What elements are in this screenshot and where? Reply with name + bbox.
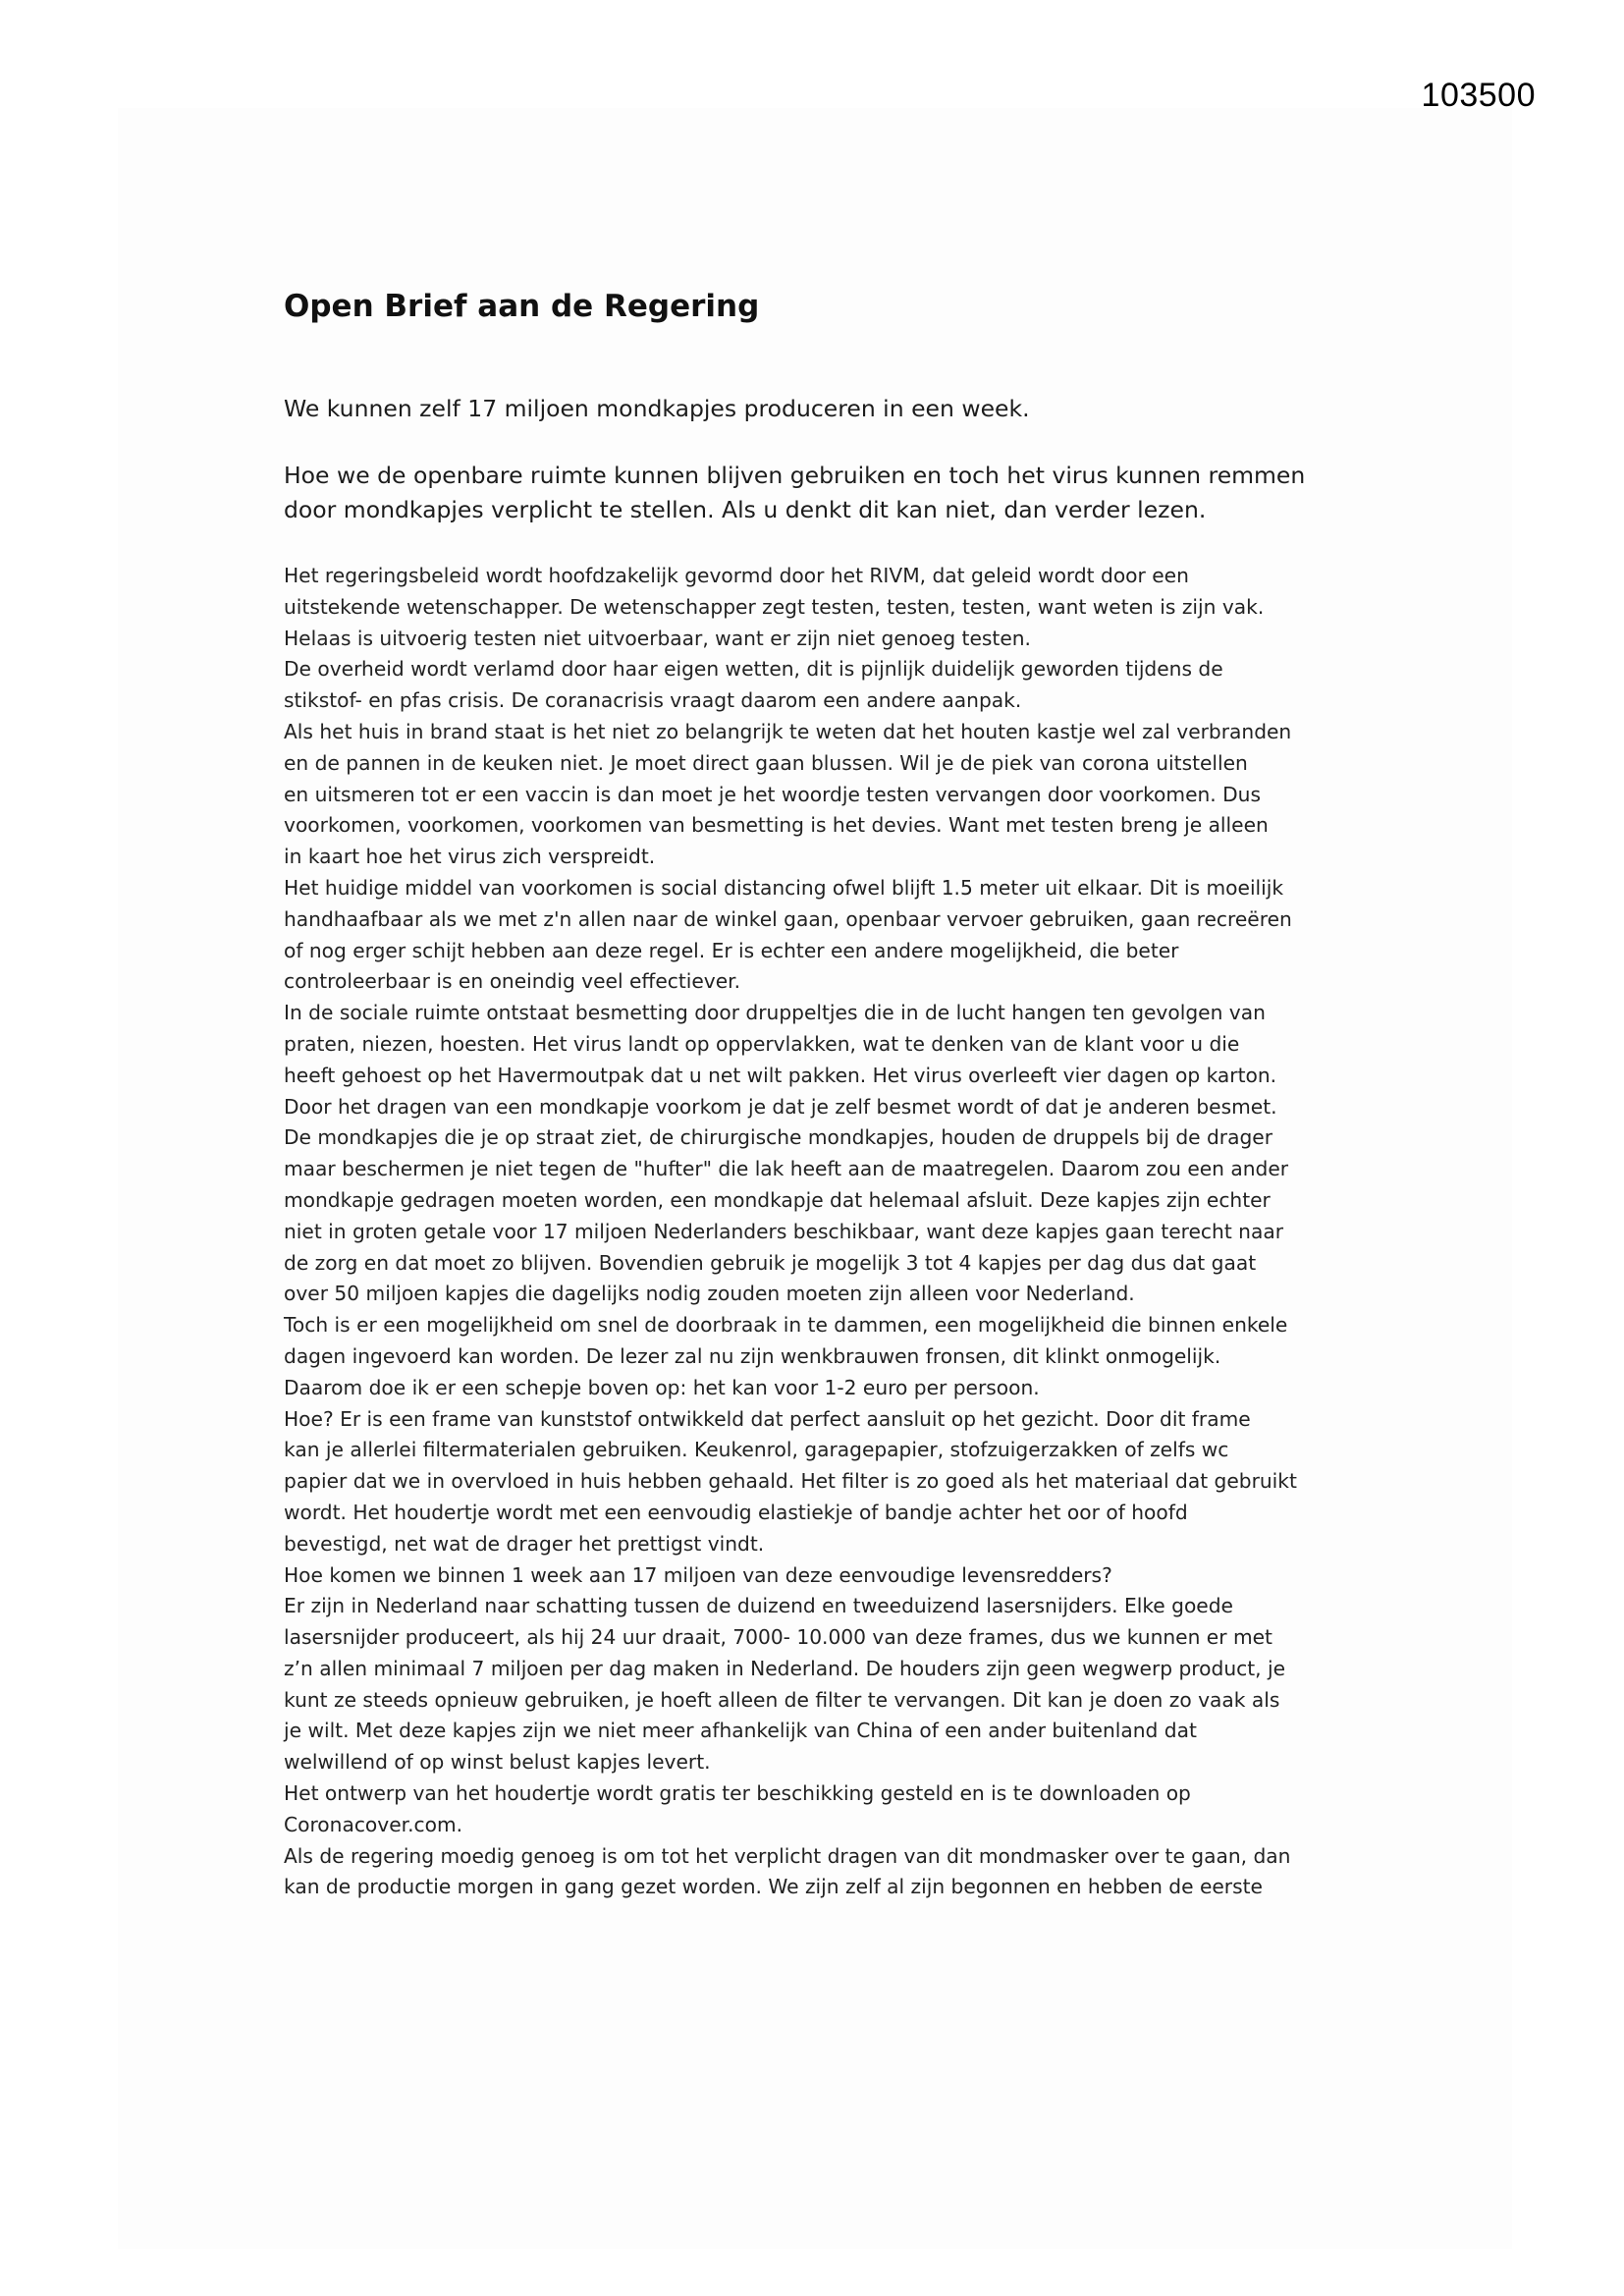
body-line: praten, niezen, hoesten. Het virus landt op oppervlakken, wat te denken van de klant voor u die: [284, 1031, 1240, 1056]
body-line: In de sociale ruimte ontstaat besmetting door druppeltjes die in de lucht hangen ten gevolgen van: [284, 1001, 1266, 1025]
body-line: De mondkapjes die je op straat ziet, de chirurgische mondkapjes, houden de druppels bij de drager: [284, 1125, 1273, 1150]
letter-content: [284, 281, 1374, 1903]
body-line: Helaas is uitvoerig testen niet uitvoerbaar, want er zijn niet genoeg testen.: [284, 626, 1031, 650]
lead-line: Hoe we de openbare ruimte kunnen blijven gebruiken en toch het virus kunnen remmen: [284, 462, 1306, 489]
body-line: controleerbaar is en oneindig veel effectiever.: [284, 969, 741, 994]
body-line: Het regeringsbeleid wordt hoofdzakelijk gevormd door het RIVM, dat geleid wordt door een: [284, 564, 1189, 587]
body-line: en uitsmeren tot er een vaccin is dan moet je het woordje testen vervangen door voorkomen. Dus: [284, 782, 1261, 806]
body-line: lasersnijder produceert, als hij 24 uur draait, 7000- 10.000 van deze frames, dus we kunnen er met: [284, 1625, 1272, 1650]
intro-line: We kunnen zelf 17 miljoen mondkapjes produceren in een week.: [284, 395, 1030, 422]
body-line: stikstof- en pfas crisis. De coranacrisis vraagt daarom een andere aanpak.: [284, 688, 1022, 713]
body-line: de zorg en dat moet zo blijven. Bovendien gebruik je mogelijk 3 tot 4 kapjes per dag dus dat gaat: [284, 1250, 1257, 1275]
body-line: bevestigd, net wat de drager het prettigst vindt.: [284, 1531, 765, 1556]
body-line: Als het huis in brand staat is het niet zo belangrijk te weten dat het houten kastje wel zal verbranden: [284, 719, 1292, 743]
body-line: uitstekende wetenschapper. De wetenschapper zegt testen, testen, testen, want weten is zijn vak.: [284, 594, 1265, 619]
body-line: Het huidige middel van voorkomen is social distancing ofwel blijft 1.5 meter uit elkaar. Dit is moeilijk: [284, 875, 1284, 900]
body-line: Coronacover.com.: [284, 1812, 463, 1836]
body-line: niet in groten getale voor 17 miljoen Nederlanders beschikbaar, want deze kapjes gaan terecht naar: [284, 1219, 1283, 1243]
document-id: 103500: [1421, 77, 1536, 114]
body-line: Hoe komen we binnen 1 week aan 17 miljoen van deze eenvoudige levensredders?: [284, 1562, 1112, 1587]
body-line: heeft gehoest op het Havermoutpak dat u net wilt pakken. Het virus overleeft vier dagen op karton.: [284, 1063, 1277, 1087]
body-line: voorkomen, voorkomen, voorkomen van besmetting is het devies. Want met testen breng je alleen: [284, 813, 1269, 838]
body-line: z’n allen minimaal 7 miljoen per dag maken in Nederland. De houders zijn geen wegwerp product, je: [284, 1656, 1285, 1680]
lead-line: door mondkapjes verplicht te stellen. Als u denkt dit kan niet, dan verder lezen.: [284, 496, 1207, 523]
letter-body: [284, 561, 1374, 1903]
body-line: in kaart hoe het virus zich verspreidt.: [284, 845, 656, 869]
body-line: kan je allerlei filtermaterialen gebruiken. Keukenrol, garagepapier, stofzuigerzakken of zelfs wc: [284, 1438, 1229, 1462]
body-line: of nog erger schijt hebben aan deze regel. Er is echter een andere mogelijkheid, die beter: [284, 938, 1179, 962]
body-line: welwillend of op winst belust kapjes levert.: [284, 1750, 711, 1775]
body-line: Daarom doe ik er een schepje boven op: het kan voor 1-2 euro per persoon.: [284, 1375, 1040, 1399]
body-line: maar beschermen je niet tegen de "hufter" die lak heeft aan de maatregelen. Daarom zou een ander: [284, 1157, 1289, 1181]
body-line: Het ontwerp van het houdertje wordt gratis ter beschikking gesteld en is te downloaden op: [284, 1781, 1191, 1806]
body-line: Als de regering moedig genoeg is om tot het verplicht dragen van dit mondmasker over te gaan, dan: [284, 1843, 1291, 1868]
body-line: Er zijn in Nederland naar schatting tussen de duizend en tweeduizend lasersnijders. Elke goede: [284, 1594, 1233, 1618]
body-line: Toch is er een mogelijkheid om snel de doorbraak in te dammen, een mogelijkheid die binnen enkele: [284, 1313, 1288, 1338]
body-line: dagen ingevoerd kan worden. De lezer zal nu zijn wenkbrauwen fronsen, dit klinkt onmogelijk.: [284, 1343, 1221, 1368]
body-line: Hoe? Er is een frame van kunststof ontwikkeld dat perfect aansluit op het gezicht. Door dit frame: [284, 1406, 1251, 1431]
intro-statement: [284, 391, 1374, 426]
body-line: over 50 miljoen kapjes die dagelijks nodig zouden moeten zijn alleen voor Nederland.: [284, 1282, 1135, 1306]
body-line: mondkapje gedragen moeten worden, een mondkapje dat helemaal afsluit. Deze kapjes zijn echter: [284, 1187, 1271, 1212]
body-line: kunt ze steeds opnieuw gebruiken, je hoeft alleen de filter te vervangen. Dit kan je doen zo vaak als: [284, 1687, 1280, 1712]
lead-paragraph: [284, 459, 1374, 527]
letter-title: Open Brief aan de Regering: [284, 289, 760, 324]
body-line: kan de productie morgen in gang gezet worden. We zijn zelf al zijn begonnen en hebben de eerste: [284, 1875, 1263, 1899]
body-line: en de pannen in de keuken niet. Je moet direct gaan blussen. Wil je de piek van corona uitstellen: [284, 750, 1248, 775]
body-line: je wilt. Met deze kapjes zijn we niet meer afhankelijk van China of een ander buitenland dat: [284, 1719, 1197, 1743]
body-line: De overheid wordt verlamd door haar eigen wetten, dit is pijnlijk duidelijk geworden tijdens de: [284, 657, 1223, 682]
body-line: wordt. Het houdertje wordt met een eenvoudig elastiekje of bandje achter het oor of hoofd: [284, 1500, 1188, 1524]
body-line: papier dat we in overvloed in huis hebben gehaald. Het filter is zo goed als het materiaal dat gebruikt: [284, 1469, 1297, 1494]
body-line: Door het dragen van een mondkapje voorkom je dat je zelf besmet wordt of dat je anderen besmet.: [284, 1094, 1277, 1119]
body-line: handhaafbaar als we met z'n allen naar de winkel gaan, openbaar vervoer gebruiken, gaan recreëren: [284, 906, 1292, 931]
